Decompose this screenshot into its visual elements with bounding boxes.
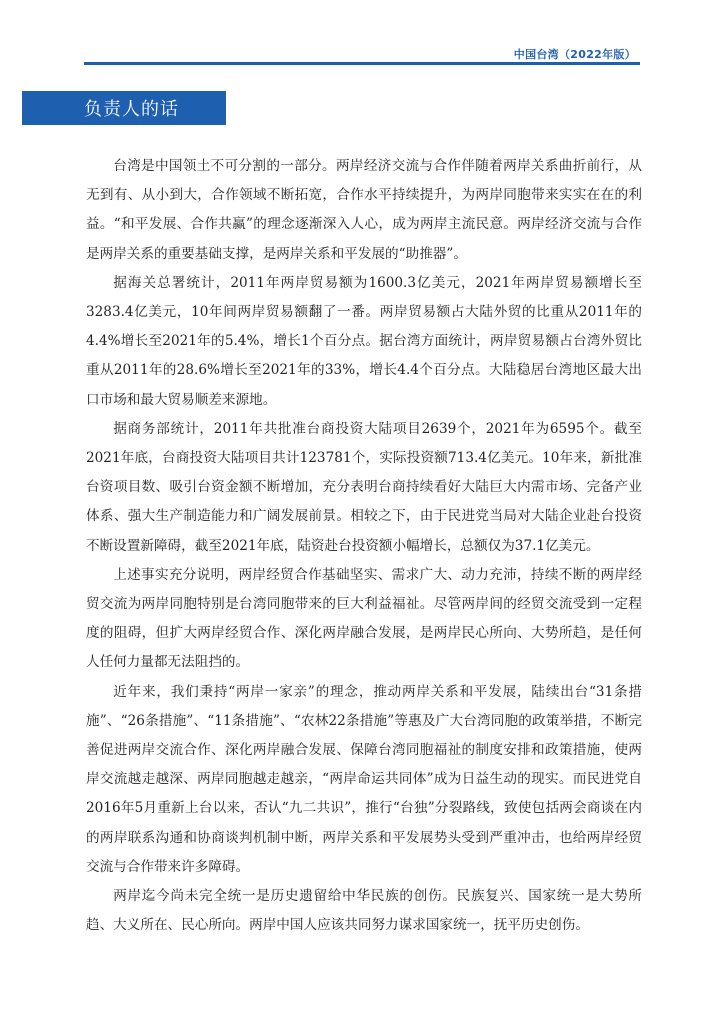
section-title: 负责人的话 <box>84 99 179 120</box>
header-rule <box>84 62 640 65</box>
section-banner <box>22 91 226 125</box>
header-label: 中国台湾（2022年版） <box>513 48 636 61</box>
paragraph: 台湾是中国领土不可分割的一部分。两岸经济交流与合作伴随着两岸关系曲折前行，从无到有、从小到大，合作领域不断拓宽，合作水平持续提升，为两岸同胞带来实实在在的利益。“和平发展、合作共赢”的理念逐渐深入人心，成为两岸主流民意。两岸经济交流与合作是两岸关系的重要基础支撑，是两岸关系和平发展的“助推器”。 <box>86 158 642 262</box>
paragraph: 据海关总署统计，2011年两岸贸易额为1600.3亿美元，2021年两岸贸易额增长至3283.4亿美元，10年间两岸贸易额翻了一番。两岸贸易额占大陆外贸的比重从2011年的4.4%增长至2021年的5.4%，增长1个百分点。据台湾方面统计，两岸贸易额占台湾外贸比重从2011年的28.6%增长至2021年的33%，增长4.4个百分点。大陆稳居台湾地区最大出口市场和最大贸易顺差来源地。 <box>86 274 642 408</box>
paragraph: 近年来，我们秉持“两岸一家亲”的理念，推动两岸关系和平发展，陆续出台“31条措施”、“26条措施”、“11条措施”、“农林22条措施”等惠及广大台湾同胞的政策举措，不断完善促进两岸交流合作、深化两岸融合发展、保障台湾同胞福祉的制度安排和政策措施，使两岸交流越走越深、两岸同胞越走越亲，“两岸命运共同体”成为日益生动的现实。而民进党自2016年5月重新上台以来，否认“九二共识”，推行“台独”分裂路线，致使包括两会商谈在内的两岸联系沟通和协商谈判机制中断，两岸关系和平发展势头受到严重冲击，也给两岸经贸交流与合作带来许多障碍。 <box>86 683 642 875</box>
paragraph: 上述事实充分说明，两岸经贸合作基础坚实、需求广大、动力充沛，持续不断的两岸经贸交流为两岸同胞特别是台湾同胞带来的巨大利益福祉。尽管两岸间的经贸交流受到一定程度的阻碍，但扩大两岸经贸合作、深化两岸融合发展，是两岸民心所向、大势所趋，是任何人任何力量都无法阻挡的。 <box>86 566 642 671</box>
body-text <box>86 152 642 940</box>
paragraph: 据商务部统计，2011年共批准台商投资大陆项目2639个，2021年为6595个。截至2021年底，台商投资大陆项目共计123781个，实际投资额713.4亿美元。10年来，新批准台资项目数、吸引台资金额不断增加，充分表明台商持续看好大陆巨大内需市场、完备产业体系、强大生产制造能力和广阔发展前景。相较之下，由于民进党当局对大陆企业赴台投资不断设置新障碍，截至2021年底，陆资赴台投资额小幅增长，总额仅为37.1亿美元。 <box>86 420 642 554</box>
paragraph: 两岸迄今尚未完全统一是历史遗留给中华民族的创伤。民族复兴、国家统一是大势所趋、大义所在、民心所向。两岸中国人应该共同努力谋求国家统一，抚平历史创伤。 <box>86 888 642 934</box>
